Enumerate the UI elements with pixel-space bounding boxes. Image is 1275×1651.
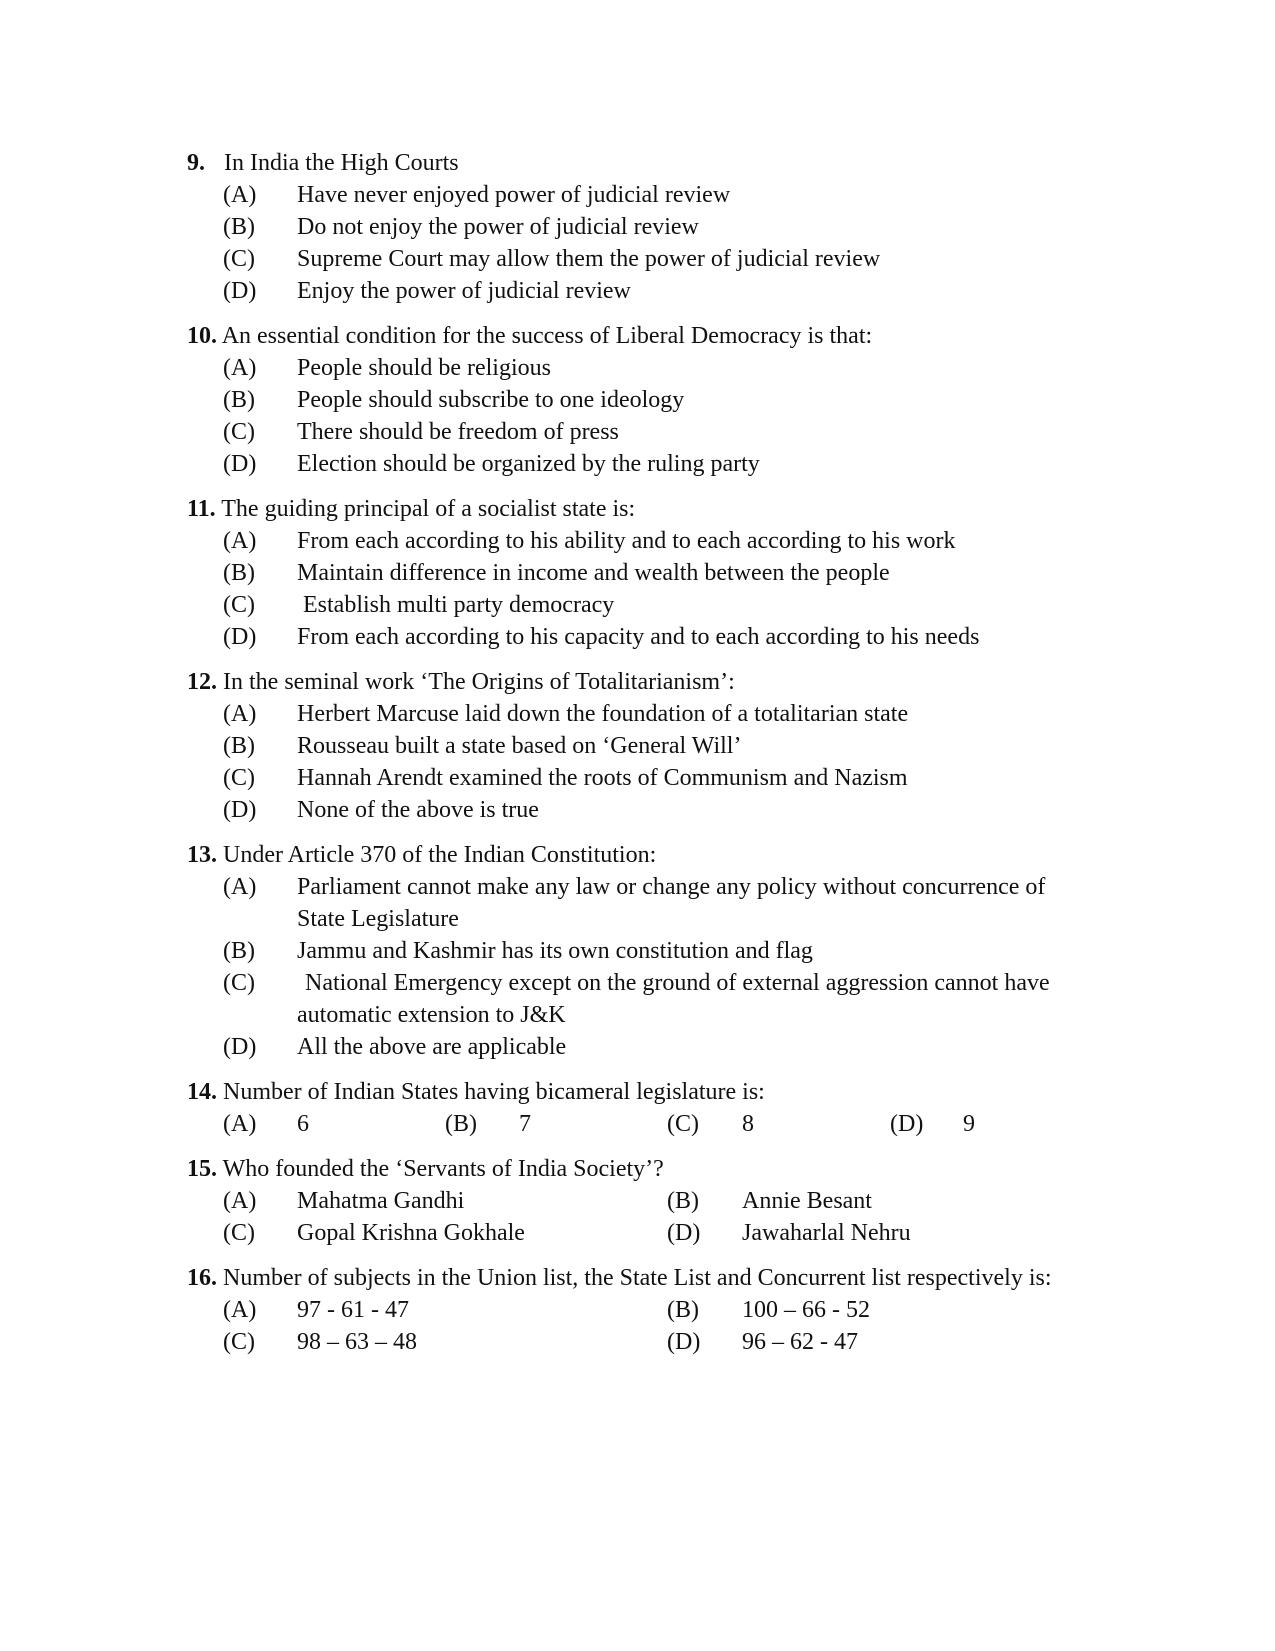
option-label: (B) [667,1297,699,1323]
option-label: (B) [223,214,255,240]
option-label: (C) [223,419,255,445]
question-text: In India the High Courts [224,150,459,176]
option-text: None of the above is true [297,797,539,823]
question-stem [187,493,635,525]
option-text: Jammu and Kashmir has its own constitution and flag [297,938,813,964]
option-label: (D) [223,797,257,823]
option-label: (A) [223,1297,257,1323]
option-text: Maintain difference in income and wealth between the people [297,560,890,586]
question-number: 12. [187,669,217,695]
option-text: From each according to his capacity and to each according to his needs [297,624,980,650]
question-number: 16. [187,1265,217,1291]
option-label: (A) [223,182,257,208]
option-text: People should be religious [297,355,551,381]
option-text: 100 – 66 - 52 [742,1297,870,1323]
question-stem [187,666,735,698]
question-number: 10. [187,323,217,349]
option-text: Rousseau built a state based on ‘General Will’ [297,733,742,759]
option-label: (C) [667,1111,699,1137]
option-text: People should subscribe to one ideology [297,387,685,413]
option-text: Annie Besant [742,1188,872,1214]
option-label: (D) [223,451,257,477]
option-label: (C) [223,970,255,996]
question-text: Who founded the ‘Servants of India Society’? [222,1156,664,1182]
option-text: Jawaharlal Nehru [742,1220,911,1246]
question-text: Under Article 370 of the Indian Constitution: [223,842,657,868]
option-label: (A) [223,701,257,727]
option-text-continued: State Legislature [297,906,459,932]
option-label: (B) [667,1188,699,1214]
option-label: (D) [667,1220,701,1246]
option-text: Supreme Court may allow them the power of judicial review [297,246,881,272]
option-label: (C) [223,592,255,618]
question-text: In the seminal work ‘The Origins of Totalitarianism’: [223,669,735,695]
option-text: 98 – 63 – 48 [297,1329,417,1355]
question-text: The guiding principal of a socialist state is: [221,496,636,522]
question-stem [187,1076,765,1108]
question-stem [187,839,656,871]
option-text: 6 [297,1111,309,1137]
option-label: (B) [223,560,255,586]
option-label: (C) [223,1329,255,1355]
option-label: (C) [223,765,255,791]
option-label: (D) [667,1329,701,1355]
option-label: (B) [223,733,255,759]
question-stem [187,1262,1052,1294]
option-text: There should be freedom of press [297,419,619,445]
option-label: (D) [890,1111,924,1137]
option-label: (D) [223,624,257,650]
option-label: (C) [223,1220,255,1246]
option-label: (B) [223,387,255,413]
option-text: Herbert Marcuse laid down the foundation of a totalitarian state [297,701,909,727]
option-text: 8 [742,1111,754,1137]
question-number: 9. [187,150,205,176]
option-text: Election should be organized by the ruling party [297,451,760,477]
option-label: (A) [223,528,257,554]
question-number: 11. [187,496,216,522]
question-stem [187,320,872,352]
option-label: (D) [223,278,257,304]
question-stem [187,1153,664,1185]
question-text: An essential condition for the success of Liberal Democracy is that: [221,323,873,349]
option-label: (A) [223,355,257,381]
question-text: Number of Indian States having bicameral legislature is: [223,1079,765,1105]
option-text-continued: automatic extension to J&K [297,1002,566,1028]
option-label: (B) [223,938,255,964]
question-number: 15. [187,1156,217,1182]
question-text: Number of subjects in the Union list, the State List and Concurrent list respectively is: [223,1265,1052,1291]
option-text: 97 - 61 - 47 [297,1297,409,1323]
question-number: 13. [187,842,217,868]
option-text: 96 – 62 - 47 [742,1329,858,1355]
option-text: National Emergency except on the ground of external aggression cannot have [305,970,1050,996]
option-text: 9 [963,1111,975,1137]
question-number: 14. [187,1079,217,1105]
option-text: Have never enjoyed power of judicial review [297,182,731,208]
option-label: (B) [445,1111,477,1137]
option-text: All the above are applicable [297,1034,567,1060]
option-text: 7 [519,1111,531,1137]
option-label: (A) [223,1188,257,1214]
option-text: Establish multi party democracy [303,592,615,618]
option-text: From each according to his ability and to each according to his work [297,528,956,554]
option-text: Mahatma Gandhi [297,1188,465,1214]
option-label: (A) [223,874,257,900]
option-label: (A) [223,1111,257,1137]
question-stem [187,147,459,179]
option-label: (C) [223,246,255,272]
option-text: Parliament cannot make any law or change any policy without concurrence of [297,874,1046,900]
option-text: Gopal Krishna Gokhale [297,1220,525,1246]
option-text: Enjoy the power of judicial review [297,278,631,304]
option-label: (D) [223,1034,257,1060]
option-text: Hannah Arendt examined the roots of Communism and Nazism [297,765,908,791]
option-text: Do not enjoy the power of judicial review [297,214,699,240]
